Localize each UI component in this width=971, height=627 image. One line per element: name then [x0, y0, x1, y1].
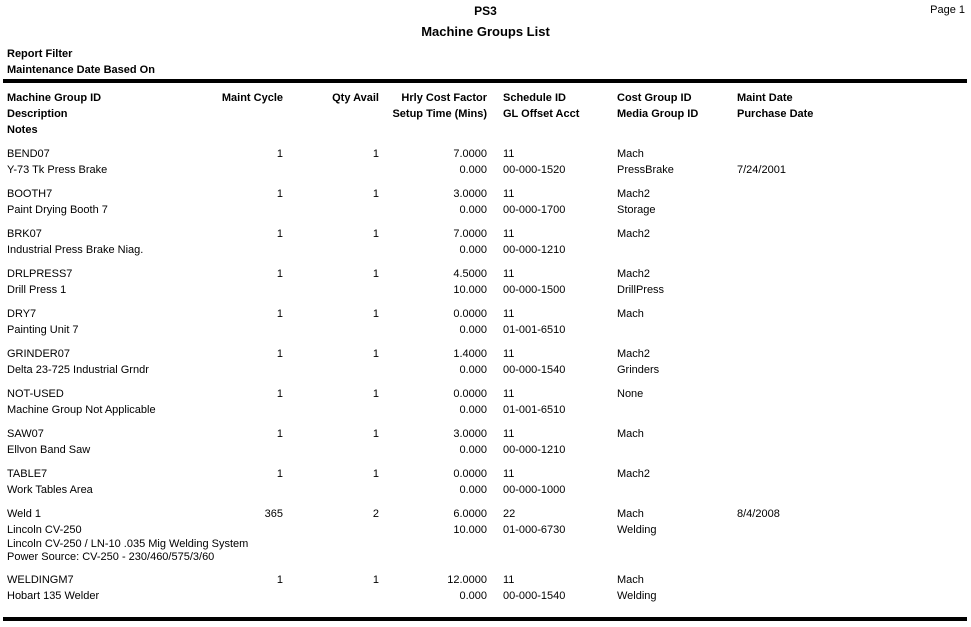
cell-machine-group-id: DRY7 [7, 308, 37, 320]
cell-media-group-id: DrillPress [617, 284, 665, 296]
col-header-setup-time: Setup Time (Mins) [392, 108, 487, 120]
cell-maint-cycle: 1 [276, 468, 283, 480]
cell-qty-avail: 2 [372, 508, 379, 520]
cell-schedule-id: 22 [503, 508, 516, 520]
cell-empty [283, 482, 379, 498]
cell-maint-date [737, 186, 958, 202]
cell-qty-avail: 1 [372, 228, 379, 240]
cell-cost-group-id: None [617, 388, 644, 400]
cell-machine-group-id: SAW07 [7, 428, 44, 440]
table-row [0, 466, 971, 498]
cell-qty-avail: 1 [372, 268, 379, 280]
cell-qty-avail: 1 [372, 188, 379, 200]
col-header-notes: Notes [7, 124, 38, 136]
col-header-description: Description [7, 108, 68, 120]
cell-cost-group-id: Mach2 [617, 348, 651, 360]
cell-qty-avail: 1 [372, 308, 379, 320]
cell-description: Paint Drying Booth 7 [7, 204, 108, 216]
company-title: PS3 [474, 4, 497, 18]
cell-setup-time: 0.000 [459, 404, 487, 416]
cell-media-group-id [617, 442, 737, 458]
cell-gl-offset-acct: 00-000-1540 [503, 364, 566, 376]
cell-hrly-cost-factor: 7.0000 [453, 148, 487, 160]
cell-gl-offset-acct: 00-000-1210 [503, 244, 566, 256]
cell-qty-avail: 1 [372, 468, 379, 480]
cell-media-group-id [617, 482, 737, 498]
cell-description: Industrial Press Brake Niag. [7, 244, 144, 256]
cell-schedule-id: 11 [503, 428, 515, 440]
cell-empty [217, 282, 283, 298]
cell-purchase-date [737, 522, 958, 538]
cell-hrly-cost-factor: 0.0000 [453, 308, 487, 320]
cell-gl-offset-acct: 01-001-6510 [503, 404, 566, 416]
cell-gl-offset-acct: 00-000-1000 [503, 484, 566, 496]
cell-cost-group-id: Mach2 [617, 268, 651, 280]
cell-maint-date [737, 466, 958, 482]
cell-machine-group-id: DRLPRESS7 [7, 268, 73, 280]
top-rule [3, 79, 967, 83]
table-row [0, 186, 971, 218]
cell-gl-offset-acct: 00-000-1520 [503, 164, 566, 176]
cell-cost-group-id: Mach [617, 308, 644, 320]
cell-gl-offset-acct: 01-000-6730 [503, 524, 566, 536]
machine-groups-table [0, 90, 971, 604]
cell-empty [283, 162, 379, 178]
cell-cost-group-id: Mach2 [617, 228, 651, 240]
col-header-cost-group-id: Cost Group ID [617, 92, 692, 104]
cell-hrly-cost-factor: 3.0000 [453, 188, 487, 200]
cell-schedule-id: 11 [503, 148, 515, 160]
cell-media-group-id: Welding [617, 590, 657, 602]
table-row [0, 506, 971, 564]
cell-empty [217, 202, 283, 218]
col-header-purchase-date: Purchase Date [737, 108, 814, 120]
cell-empty [283, 282, 379, 298]
cell-notes: Lincoln CV-250 / LN-10 .035 Mig Welding System [7, 538, 249, 550]
cell-empty [217, 242, 283, 258]
col-header-empty [283, 106, 379, 122]
cell-hrly-cost-factor: 3.0000 [453, 428, 487, 440]
cell-gl-offset-acct: 00-000-1700 [503, 204, 566, 216]
cell-purchase-date [737, 588, 958, 604]
col-header-maint-cycle: Maint Cycle [221, 92, 283, 104]
cell-empty [283, 242, 379, 258]
cell-cost-group-id: Mach2 [617, 188, 651, 200]
cell-machine-group-id: WELDINGM7 [7, 574, 74, 586]
cell-hrly-cost-factor: 4.5000 [453, 268, 487, 280]
cell-machine-group-id: NOT-USED [7, 388, 64, 400]
cell-purchase-date [737, 282, 958, 298]
cell-hrly-cost-factor: 1.4000 [453, 348, 487, 360]
table-header [0, 90, 971, 138]
cell-schedule-id: 11 [503, 388, 515, 400]
cell-maint-cycle: 1 [276, 388, 283, 400]
cell-qty-avail: 1 [372, 348, 379, 360]
cell-cost-group-id: Mach2 [617, 468, 651, 480]
cell-schedule-id: 11 [503, 308, 515, 320]
cell-description: Lincoln CV-250 [7, 524, 82, 536]
col-header-hrly-cost-factor: Hrly Cost Factor [401, 92, 487, 104]
cell-machine-group-id: BOOTH7 [7, 188, 53, 200]
cell-maint-date [737, 386, 958, 402]
cell-machine-group-id: BRK07 [7, 228, 42, 240]
cell-media-group-id: PressBrake [617, 164, 674, 176]
cell-schedule-id: 11 [503, 468, 515, 480]
table-row [0, 426, 971, 458]
cell-gl-offset-acct: 00-000-1500 [503, 284, 566, 296]
cell-maint-cycle: 1 [276, 228, 283, 240]
cell-empty [217, 522, 283, 538]
cell-empty [283, 402, 379, 418]
cell-media-group-id [617, 402, 737, 418]
cell-empty [283, 442, 379, 458]
cell-setup-time: 0.000 [459, 244, 487, 256]
cell-maint-date: 8/4/2008 [737, 508, 780, 520]
cell-hrly-cost-factor: 7.0000 [453, 228, 487, 240]
cell-schedule-id: 11 [503, 348, 515, 360]
table-body [0, 146, 971, 604]
cell-hrly-cost-factor: 0.0000 [453, 468, 487, 480]
cell-description: Work Tables Area [7, 484, 93, 496]
cell-empty [217, 162, 283, 178]
cell-purchase-date [737, 202, 958, 218]
cell-hrly-cost-factor: 0.0000 [453, 388, 487, 400]
cell-setup-time: 0.000 [459, 364, 487, 376]
bottom-rule [3, 617, 967, 621]
cell-empty [283, 362, 379, 378]
cell-cost-group-id: Mach [617, 574, 644, 586]
cell-media-group-id [617, 322, 737, 338]
table-row [0, 226, 971, 258]
cell-setup-time: 0.000 [459, 164, 487, 176]
cell-machine-group-id: GRINDER07 [7, 348, 70, 360]
cell-purchase-date [737, 442, 958, 458]
cell-media-group-id [617, 242, 737, 258]
cell-empty [283, 522, 379, 538]
cell-purchase-date [737, 402, 958, 418]
cell-maint-cycle: 1 [276, 574, 283, 586]
cell-media-group-id: Grinders [617, 364, 660, 376]
cell-maint-date [737, 572, 958, 588]
cell-empty [283, 588, 379, 604]
cell-purchase-date [737, 322, 958, 338]
cell-media-group-id: Welding [617, 524, 657, 536]
cell-qty-avail: 1 [372, 148, 379, 160]
col-header-maint-date: Maint Date [737, 92, 793, 104]
cell-description: Hobart 135 Welder [7, 590, 100, 602]
cell-cost-group-id: Mach [617, 148, 644, 160]
cell-maint-cycle: 1 [276, 348, 283, 360]
cell-maint-date [737, 226, 958, 242]
cell-empty [217, 402, 283, 418]
cell-description: Delta 23-725 Industrial Grndr [7, 364, 149, 376]
report-filter-section [7, 46, 971, 78]
cell-setup-time: 0.000 [459, 444, 487, 456]
cell-description: Y-73 Tk Press Brake [7, 164, 108, 176]
cell-cost-group-id: Mach [617, 428, 644, 440]
col-header-schedule-id: Schedule ID [503, 92, 566, 104]
report-title: Machine Groups List [421, 24, 550, 39]
cell-schedule-id: 11 [503, 228, 515, 240]
cell-notes: Power Source: CV-250 - 230/460/575/3/60 [7, 551, 215, 563]
cell-maint-cycle: 1 [276, 188, 283, 200]
cell-purchase-date: 7/24/2001 [737, 164, 786, 176]
cell-machine-group-id: Weld 1 [7, 508, 42, 520]
cell-purchase-date [737, 482, 958, 498]
cell-purchase-date [737, 362, 958, 378]
col-header-gl-offset-acct: GL Offset Acct [503, 108, 580, 120]
cell-schedule-id: 11 [503, 188, 515, 200]
cell-description: Ellvon Band Saw [7, 444, 91, 456]
cell-qty-avail: 1 [372, 428, 379, 440]
cell-machine-group-id: TABLE7 [7, 468, 48, 480]
table-row [0, 306, 971, 338]
cell-empty [217, 482, 283, 498]
cell-hrly-cost-factor: 12.0000 [447, 574, 487, 586]
cell-gl-offset-acct: 00-000-1540 [503, 590, 566, 602]
table-row [0, 266, 971, 298]
col-header-qty-avail: Qty Avail [332, 92, 379, 104]
cell-maint-cycle: 365 [264, 508, 283, 520]
cell-maint-date [737, 426, 958, 442]
cell-setup-time: 0.000 [459, 590, 487, 602]
cell-empty [217, 362, 283, 378]
title-block [0, 0, 971, 39]
cell-empty [217, 588, 283, 604]
cell-schedule-id: 11 [503, 268, 515, 280]
cell-maint-date [737, 306, 958, 322]
cell-empty [217, 442, 283, 458]
cell-empty [283, 202, 379, 218]
cell-schedule-id: 11 [503, 574, 515, 586]
cell-maint-date [737, 346, 958, 362]
cell-setup-time: 10.000 [453, 524, 487, 536]
cell-empty [217, 322, 283, 338]
table-row [0, 572, 971, 604]
cell-description: Drill Press 1 [7, 284, 67, 296]
cell-description: Painting Unit 7 [7, 324, 79, 336]
cell-gl-offset-acct: 01-001-6510 [503, 324, 566, 336]
col-header-machine-group-id: Machine Group ID [7, 92, 102, 104]
cell-hrly-cost-factor: 6.0000 [453, 508, 487, 520]
cell-setup-time: 0.000 [459, 324, 487, 336]
cell-purchase-date [737, 242, 958, 258]
cell-setup-time: 10.000 [453, 284, 487, 296]
cell-maint-cycle: 1 [276, 268, 283, 280]
cell-qty-avail: 1 [372, 388, 379, 400]
table-row [0, 146, 971, 178]
col-header-empty [217, 106, 283, 122]
cell-maint-date [737, 146, 958, 162]
cell-maint-date [737, 266, 958, 282]
cell-cost-group-id: Mach [617, 508, 644, 520]
cell-media-group-id: Storage [617, 204, 656, 216]
cell-setup-time: 0.000 [459, 484, 487, 496]
cell-setup-time: 0.000 [459, 204, 487, 216]
cell-maint-cycle: 1 [276, 148, 283, 160]
col-header-media-group-id: Media Group ID [617, 108, 699, 120]
cell-gl-offset-acct: 00-000-1210 [503, 444, 566, 456]
report-filter-value: Maintenance Date Based On [7, 64, 155, 76]
page-number: Page 1 [930, 4, 965, 16]
report-filter-title: Report Filter [7, 48, 73, 60]
cell-machine-group-id: BEND07 [7, 148, 50, 160]
table-row [0, 346, 971, 378]
cell-description: Machine Group Not Applicable [7, 404, 156, 416]
cell-maint-cycle: 1 [276, 428, 283, 440]
cell-qty-avail: 1 [372, 574, 379, 586]
table-row [0, 386, 971, 418]
cell-empty [283, 322, 379, 338]
cell-maint-cycle: 1 [276, 308, 283, 320]
